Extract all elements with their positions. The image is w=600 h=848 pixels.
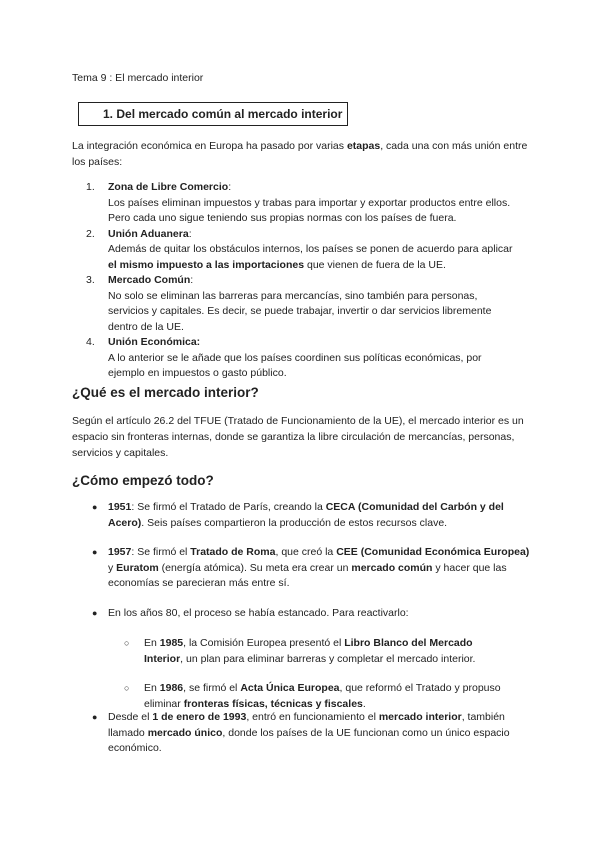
history-heading: ¿Cómo empezó todo? (72, 473, 214, 488)
stage-item: 1. Zona de Libre Comercio: Los países eliminan impuestos y trabas para importar y exportar productos entre ellos. Pero cada uno sigue teniendo sus propias normas con los países de fuera. (86, 181, 511, 224)
intro-paragraph: La integración económica en Europa ha pasado por varias etapas, cada una con más unión entre los países: (72, 140, 528, 168)
history-bullet: ● En los años 80, el proceso se había estancado. Para reactivarlo: (92, 606, 532, 622)
section-number: 1. (103, 107, 114, 121)
bullet-icon: ● (92, 608, 98, 618)
history-bullet: ● 1951: Se firmó el Tratado de París, creando la CECA (Comunidad del Carbón y del Acero). Seis países compartieron la producción de estos recursos clave. (92, 501, 504, 529)
definition-paragraph: Según el artículo 26.2 del TFUE (Tratado de Funcionamiento de la UE), el mercado interior es un espacio sin fronteras internas, donde se garantiza la libre circulación de mercancías, personas, servicios y capitales. (72, 415, 524, 459)
bullet-icon: ● (92, 547, 98, 557)
section-heading-box (78, 102, 348, 126)
stage-item: 3. Mercado Común: No solo se eliminan las barreras para mercancías, sino también para personas, servicios y capitales. Es decir, se puede trabajar, invertir o dar servicios libremente dentro de la UE. (86, 274, 492, 333)
history-subbullet: ○ En 1986, se firmó el Acta Única Europea, que reformó el Tratado y propuso eliminar fronteras físicas, técnicas y fiscales. (124, 682, 501, 710)
stage-item: 4. Unión Económica: A lo anterior se le añade que los países coordinen sus políticas económicas, por ejemplo en impuestos o gasto público. (86, 336, 482, 379)
question-heading: ¿Qué es el mercado interior? (72, 385, 259, 400)
circle-bullet-icon: ○ (124, 683, 130, 693)
history-subbullet: ○ En 1985, la Comisión Europea presentó el Libro Blanco del Mercado Interior, un plan para eliminar barreras y completar el mercado interior. (124, 637, 476, 665)
document-header: Tema 9 : El mercado interior (72, 72, 204, 84)
section-title: Del mercado común al mercado interior (116, 107, 343, 121)
stages-list (86, 180, 516, 382)
history-bullet: ● Desde el 1 de enero de 1993, entró en funcionamiento el mercado interior, también llamado mercado único, donde los países de la UE funcionan como un único espacio económico. (92, 711, 510, 754)
stage-item: 2. Unión Aduanera: Además de quitar los obstáculos internos, los países se ponen de acuerdo para aplicar el mismo impuesto a las importaciones que vienen de fuera de la UE. (86, 227, 513, 271)
circle-bullet-icon: ○ (124, 638, 130, 648)
history-bullet: ● 1957: Se firmó el Tratado de Roma, que creó la CEE (Comunidad Económica Europea) y Euratom (energía atómica). Su meta era crear un mercado común y hacer que las economías se parecieran más entre sí. (92, 546, 530, 589)
bullet-icon: ● (92, 502, 98, 512)
bullet-icon: ● (92, 712, 98, 722)
